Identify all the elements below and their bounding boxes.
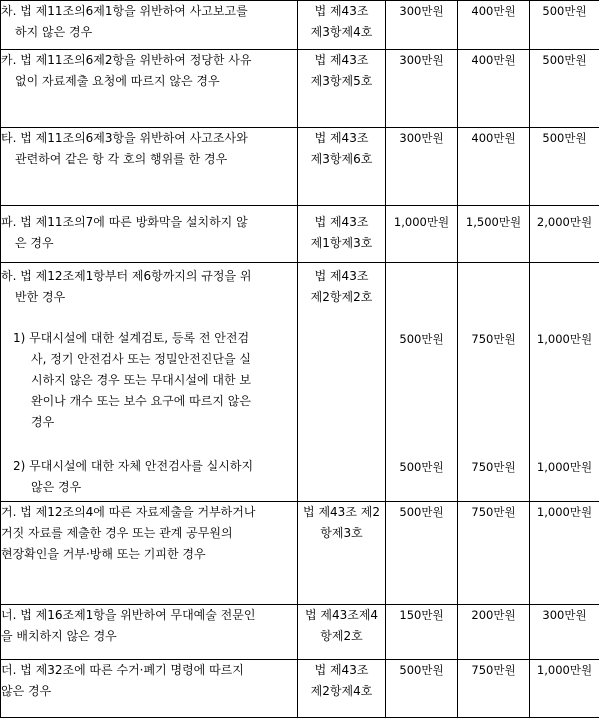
law-line: 제2항제4호 — [310, 684, 373, 698]
desc-line: 타. 법 제11조의6제3항을 위반하여 사고조사와 — [1, 131, 248, 145]
fine-third: 2,000만원 — [530, 206, 599, 263]
fine-first: 500만원 — [386, 660, 458, 718]
fine-first: 300만원 — [386, 50, 458, 128]
sub1-fine: 1,000만원 — [536, 332, 593, 346]
fine-second: 750만원 — [458, 502, 530, 605]
table-row — [1, 128, 599, 206]
fine-third: 1,000만원 — [530, 502, 599, 605]
fine-second: 400만원 — [458, 128, 530, 206]
legal-basis — [298, 206, 386, 263]
sub2-fine: 500만원 — [399, 460, 444, 474]
fine-second: 1,500만원 — [458, 206, 530, 263]
legal-basis — [298, 660, 386, 718]
legal-basis — [298, 128, 386, 206]
sub-desc-line: 사, 정기 안전검사 또는 정밀안전진단을 실 — [31, 352, 251, 366]
sub2-fine: 750만원 — [471, 460, 516, 474]
desc-line: 너. 법 제16조제1항을 위반하여 무대예술 전문인 — [1, 608, 256, 622]
fine-third: 500만원 — [530, 50, 599, 128]
sub-desc-line: 1) 무대시설에 대한 설계검토, 등록 전 안전검 — [13, 331, 250, 345]
desc-line: 하지 않은 경우 — [15, 25, 93, 39]
fine-first: 300만원 — [386, 128, 458, 206]
violation-description — [1, 502, 298, 605]
fine-first: 1,000만원 — [386, 206, 458, 263]
fine-first: 500만원 — [386, 502, 458, 605]
law-line: 법 제43조 — [314, 269, 369, 283]
table-row — [1, 660, 599, 718]
table-row — [1, 206, 599, 263]
violation-description — [1, 50, 298, 128]
law-line: 항제2호 — [320, 629, 363, 643]
desc-line: 더. 법 제32조에 따른 수거·폐기 명령에 따르지 — [1, 663, 244, 677]
fine-first: 300만원 — [386, 1, 458, 50]
fine-third: 500만원 — [530, 1, 599, 50]
violation-description — [1, 605, 298, 660]
law-line: 법 제43조 — [314, 215, 369, 229]
law-line: 항제3호 — [320, 526, 363, 540]
legal-basis — [298, 1, 386, 50]
desc-line: 않은 경우 — [1, 684, 52, 698]
law-line: 법 제43조 — [314, 53, 369, 67]
fine-second: 750만원 — [458, 660, 530, 718]
fine-second: 400만원 — [458, 50, 530, 128]
sub-desc-line: 완이나 개수 또는 보수 요구에 따르지 않은 — [31, 394, 251, 408]
table-row — [1, 1, 599, 50]
law-line: 제2항제2호 — [310, 290, 373, 304]
sub1-fine: 500만원 — [399, 332, 444, 346]
desc-line: 파. 법 제11조의7에 따른 방화막을 설치하지 않 — [1, 215, 248, 229]
desc-line: 없이 자료제출 요청에 따르지 않은 경우 — [15, 74, 220, 88]
desc-line: 관련하여 같은 항 각 호의 행위를 한 경우 — [15, 152, 228, 166]
sub2-fine: 1,000만원 — [536, 460, 593, 474]
law-line: 제3항제5호 — [310, 74, 373, 88]
table-row — [1, 50, 599, 128]
law-line: 법 제43조 제2 — [303, 505, 380, 519]
table-row — [1, 502, 599, 605]
legal-basis — [298, 605, 386, 660]
fine-first: 150만원 — [386, 605, 458, 660]
law-line: 제3항제4호 — [310, 25, 373, 39]
law-line: 법 제43조 — [314, 4, 369, 18]
desc-line: 은 경우 — [15, 236, 54, 250]
sub-desc-line: 시하지 않은 경우 또는 무대시설에 대한 보 — [31, 373, 251, 387]
desc-line: 을 배치하지 않은 경우 — [1, 629, 117, 643]
law-line: 제3항제6호 — [310, 152, 373, 166]
sub1-fine: 750만원 — [471, 332, 516, 346]
violation-description — [1, 1, 298, 50]
fine-second: 200만원 — [458, 605, 530, 660]
desc-line: 거. 법 제12조의4에 따른 자료제출을 거부하거나 — [1, 505, 256, 519]
law-line: 법 제43조 — [314, 663, 369, 677]
table-row — [1, 263, 599, 502]
fine-third — [530, 263, 599, 502]
violation-description — [1, 660, 298, 718]
desc-line: 하. 법 제12조제1항부터 제6항까지의 규정을 위 — [1, 269, 252, 283]
violation-description — [1, 128, 298, 206]
fine-third: 300만원 — [530, 605, 599, 660]
fine-second — [458, 263, 530, 502]
legal-basis — [298, 50, 386, 128]
sub-desc-line: 않은 경우 — [31, 480, 82, 494]
sub-desc-line: 2) 무대시설에 대한 자체 안전검사를 실시하지 — [13, 459, 254, 473]
desc-line: 반한 경우 — [15, 290, 66, 304]
fine-second: 400만원 — [458, 1, 530, 50]
desc-line: 현장확인을 거부·방해 또는 기피한 경우 — [1, 547, 206, 561]
fine-third: 1,000만원 — [530, 660, 599, 718]
violation-description — [1, 206, 298, 263]
desc-line: 거짓 자료를 제출한 경우 또는 관계 공무원의 — [1, 526, 233, 540]
desc-line: 카. 법 제11조의6제2항을 위반하여 정당한 사유 — [1, 53, 252, 67]
legal-basis — [298, 502, 386, 605]
table-row — [1, 605, 599, 660]
sub-desc-line: 경우 — [31, 415, 55, 429]
legal-basis — [298, 263, 386, 502]
law-line: 법 제43조제4 — [304, 608, 379, 622]
law-line: 제1항제3호 — [310, 236, 373, 250]
desc-line: 차. 법 제11조의6제1항을 위반하여 사고보고를 — [1, 4, 248, 18]
fine-third: 500만원 — [530, 128, 599, 206]
violation-description — [1, 263, 298, 502]
fine-first — [386, 263, 458, 502]
law-line: 법 제43조 — [314, 131, 369, 145]
